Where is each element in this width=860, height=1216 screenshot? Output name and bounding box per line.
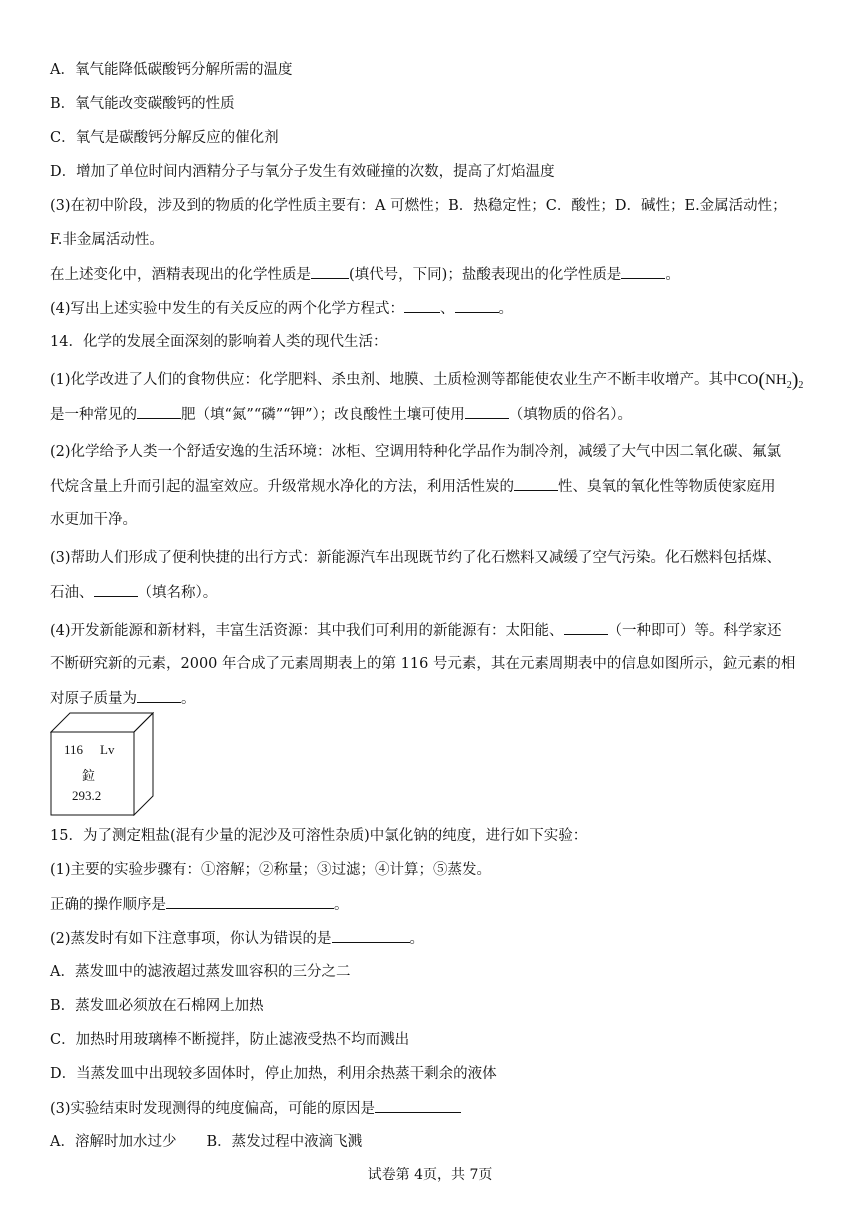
q14-part2-line3: 水更加干净。 bbox=[50, 512, 137, 528]
q15-option-c: C．加热时用玻璃棒不断搅拌，防止滤液受热不均而溅出 bbox=[50, 1032, 410, 1048]
answer-blank[interactable] bbox=[404, 298, 440, 313]
text: (3)实验结束时发现测得的纯度偏高，可能的原因是 bbox=[50, 1101, 376, 1117]
text: 。 bbox=[181, 691, 196, 707]
text: (1)化学改进了人们的食物供应：化学肥料、杀虫剂、地膜、土质检测等都能使农业生产不断丰收增产。其中 bbox=[50, 372, 738, 388]
q15-part2-question bbox=[50, 928, 424, 949]
q15-part3-option-b: B．蒸发过程中液滴飞溅 bbox=[206, 1134, 363, 1150]
answer-blank[interactable] bbox=[311, 264, 349, 279]
text: 。 bbox=[409, 931, 425, 947]
text: 对原子质量为 bbox=[50, 691, 137, 707]
answer-blank[interactable] bbox=[332, 928, 410, 943]
answer-blank[interactable] bbox=[137, 688, 181, 703]
answer-blank[interactable] bbox=[455, 298, 499, 313]
q14-part3-line1: (3)帮助人们形成了便利快捷的出行方式：新能源汽车出现既节约了化石燃料又减缓了空气污染。化石燃料包括煤、 bbox=[50, 550, 782, 566]
text: 。 bbox=[665, 267, 680, 283]
atomic-mass: 293.2 bbox=[72, 788, 102, 803]
element-name: 鉝 bbox=[82, 769, 96, 784]
text: (2)蒸发时有如下注意事项，你认为错误的是 bbox=[50, 931, 332, 947]
text: 肥（填“氮”“磷”“钾”）；改良酸性土壤可使用 bbox=[181, 407, 465, 423]
text: 在上述变化中，酒精表现出的化学性质是 bbox=[50, 267, 311, 283]
q13-part3-question bbox=[50, 264, 680, 285]
q13-part4-question bbox=[50, 298, 513, 319]
text: 性、臭氧的氧化性等物质使家庭用 bbox=[558, 479, 776, 495]
answer-blank[interactable] bbox=[621, 264, 665, 279]
q14-part2-line2 bbox=[50, 476, 776, 497]
page-footer: 试卷第 4页，共 7页 bbox=[367, 1167, 493, 1183]
answer-blank[interactable] bbox=[465, 404, 509, 419]
q15-part3-option-a: A．溶解时加水过少 bbox=[50, 1134, 177, 1150]
text: 是一种常见的 bbox=[50, 407, 137, 423]
q15-part3-options bbox=[50, 1132, 362, 1152]
element-symbol: Lv bbox=[100, 742, 115, 757]
q14-title: 14．化学的发展全面深刻的影响着人类的现代生活： bbox=[50, 334, 388, 350]
text: (4)开发新能源和新材料，丰富生活资源：其中我们可利用的新能源有：太阳能、 bbox=[50, 623, 564, 639]
q15-part1: (1)主要的实验步骤有：①溶解；②称量；③过滤；④计算；⑤蒸发。 bbox=[50, 862, 492, 878]
q15-title: 15．为了测定粗盐(混有少量的泥沙及可溶性杂质)中氯化钠的纯度，进行如下实验： bbox=[50, 828, 588, 844]
q14-part4-line2: 不断研究新的元素，2000 年合成了元素周期表上的第 116 号元素，其在元素周期表中的信息如图所示，鉝元素的相 bbox=[50, 656, 796, 672]
element-cell-figure bbox=[50, 712, 154, 816]
answer-blank[interactable] bbox=[375, 1098, 461, 1113]
q13-part3-continued: F.非金属活动性。 bbox=[50, 232, 164, 248]
q15-option-a: A．蒸发皿中的滤液超过蒸发皿容积的三分之二 bbox=[50, 964, 351, 980]
text: (填代号，下同)；盐酸表现出的化学性质是 bbox=[349, 267, 622, 283]
q13-part3-text: (3)在初中阶段，涉及到的物质的化学性质主要有：A 可燃性；B．热稳定性；C．酸性；D．碱性；E.金属活动性； bbox=[50, 198, 787, 214]
cube-outline bbox=[50, 712, 154, 816]
text: 代烷含量上升而引起的温室效应。升级常规水净化的方法，利用活性炭的 bbox=[50, 479, 514, 495]
answer-blank[interactable] bbox=[514, 476, 558, 491]
q14-part1-line1 bbox=[50, 370, 803, 396]
q14-part4-line1 bbox=[50, 620, 782, 641]
atomic-number: 116 bbox=[64, 742, 84, 757]
text: 石油、 bbox=[50, 585, 94, 601]
urea-formula: $CO(NH_2)_2$ bbox=[737, 369, 804, 391]
q15-option-b: B．蒸发皿必须放在石棉网上加热 bbox=[50, 998, 264, 1014]
q15-option-d: D．当蒸发皿中出现较多固体时，停止加热，利用余热蒸干剩余的液体 bbox=[50, 1066, 497, 1082]
text: (4)写出上述实验中发生的有关反应的两个化学方程式： bbox=[50, 301, 405, 317]
text: 正确的操作顺序是 bbox=[50, 897, 166, 913]
option-b-text: B．氧气能改变碳酸钙的性质 bbox=[50, 96, 235, 112]
answer-blank[interactable] bbox=[137, 404, 181, 419]
q14-part1-line2 bbox=[50, 404, 632, 425]
text: 。 bbox=[498, 301, 514, 317]
text: 。 bbox=[334, 897, 349, 913]
answer-blank[interactable] bbox=[564, 620, 608, 635]
text: （填物质的俗名）。 bbox=[508, 407, 632, 423]
q15-part3-question bbox=[50, 1098, 461, 1119]
option-a-text: A．氧气能降低碳酸钙分解所需的温度 bbox=[50, 62, 293, 78]
q14-part4-line3 bbox=[50, 688, 196, 709]
option-d-text: D．增加了单位时间内酒精分子与氧分子发生有效碰撞的次数，提高了灯焰温度 bbox=[50, 164, 555, 180]
text: （填名称）。 bbox=[137, 585, 218, 601]
q15-part1-question bbox=[50, 894, 349, 915]
q14-part2-line1: (2)化学给予人类一个舒适安逸的生活环境：冰柜、空调用特种化学品作为制冷剂，减缓了大气中因二氧化碳、氟氯 bbox=[50, 444, 782, 460]
q14-part3-line2 bbox=[50, 582, 217, 603]
option-c-text: C．氧气是碳酸钙分解反应的催化剂 bbox=[50, 130, 279, 146]
answer-blank[interactable] bbox=[94, 582, 138, 597]
answer-blank[interactable] bbox=[166, 894, 334, 909]
text: （一种即可）等。科学家还 bbox=[607, 623, 782, 639]
text: 、 bbox=[440, 301, 455, 317]
